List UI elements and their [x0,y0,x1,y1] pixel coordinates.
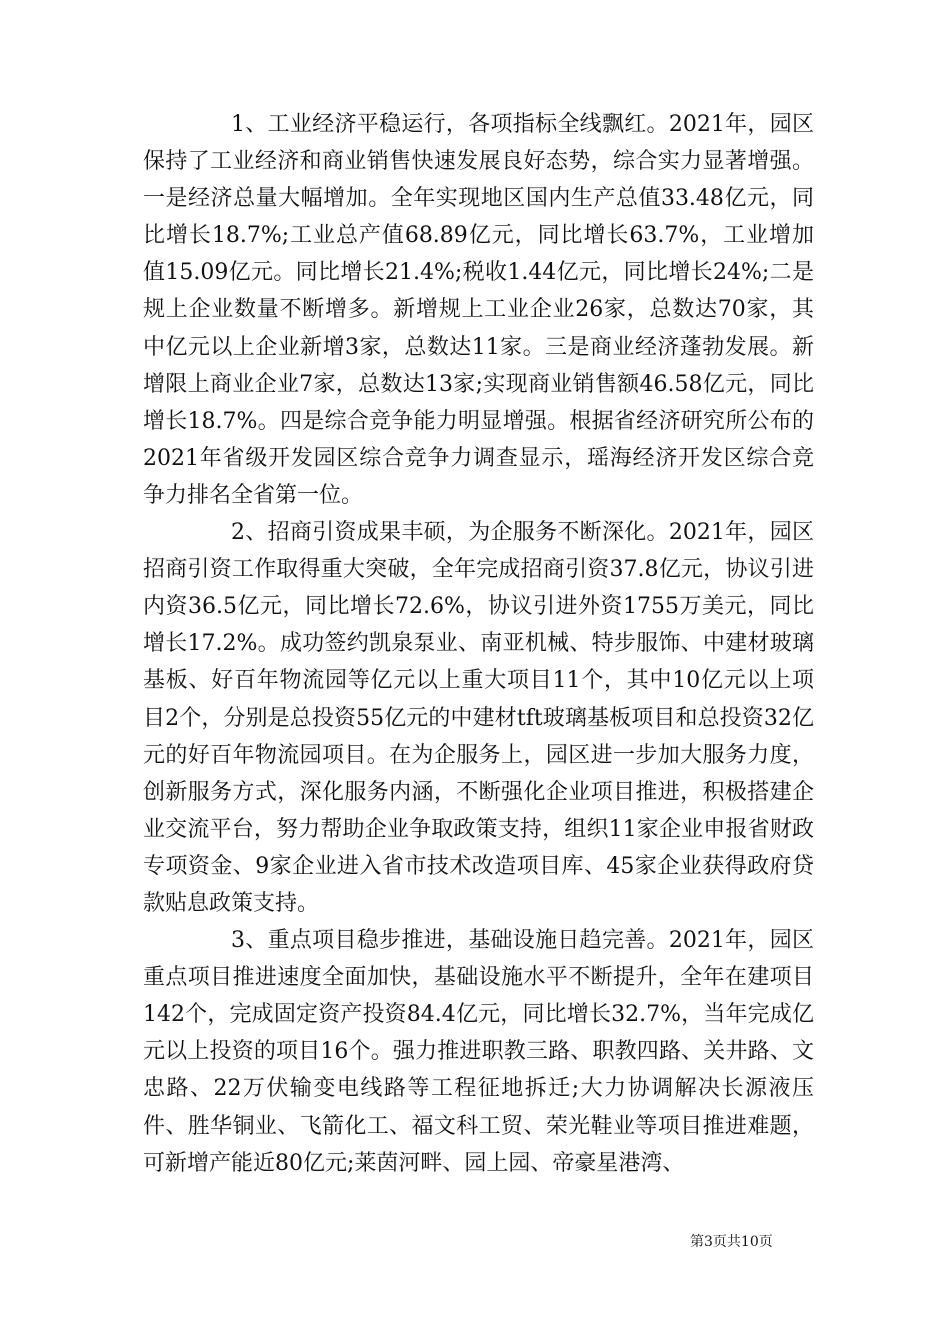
paragraph-investment-attraction: 2、招商引资成果丰硕，为企服务不断深化。2021年，园区招商引资工作取得重大突破，全年完成招商引资37.8亿元，协议引进内资36.5亿元，同比增长72.6%，协议引进外资1755万美元，同比增长17.2%。成功签约凯泉泵业、南亚机械、特步服饰、中建材玻璃基板、好百年物流园等亿元以上重大项目11个，其中10亿元以上项目2个，分别是总投资55亿元的中建材tft玻璃基板项目和总投资32亿元的好百年物流园项目。在为企服务上，园区进一步加大服务力度，创新服务方式，深化服务内涵，不断强化企业项目推进，积极搭建企业交流平台，努力帮助企业争取政策支持，组织11家企业申报省财政专项资金、9家企业进入省市技术改造项目库、45家企业获得政府贷款贴息政策支持。 [143,520,814,916]
document-body [143,106,814,1182]
page-number-footer: 第3页共10页 [690,1234,773,1250]
paragraph-key-projects: 3、重点项目稳步推进，基础设施日趋完善。2021年，园区重点项目推进速度全面加快，基础设施水平不断提升，全年在建项目142个，完成固定资产投资84.4亿元，同比增长32.7%，当年完成亿元以上投资的项目16个。强力推进职教三路、职教四路、关井路、文忠路、22万伏输变电线路等工程征地拆迁;大力协调解决长源液压件、胜华铜业、飞箭化工、福文科工贸、荣光鞋业等项目推进难题，可新增产能近80亿元;莱茵河畔、园上园、帝豪星港湾、 [143,928,814,1176]
paragraph-industrial-economy: 1、工业经济平稳运行，各项指标全线飘红。2021年，园区保持了工业经济和商业销售快速发展良好态势，综合实力显著增强。一是经济总量大幅增加。全年实现地区国内生产总值33.48亿元，同比增长18.7%;工业总产值68.89亿元，同比增长63.7%，工业增加值15.09亿元。同比增长21.4%;税收1.44亿元，同比增长24%;二是规上企业数量不断增多。新增规上工业企业26家，总数达70家，其中亿元以上企业新增3家，总数达11家。三是商业经济蓬勃发展。新增限上商业企业7家，总数达13家;实现商业销售额46.58亿元，同比增长18.7%。四是综合竞争能力明显增强。根据省经济研究所公布的2021年省级开发园区综合竞争力调查显示，瑶海经济开发区综合竞争力排名全省第一位。 [143,112,814,508]
